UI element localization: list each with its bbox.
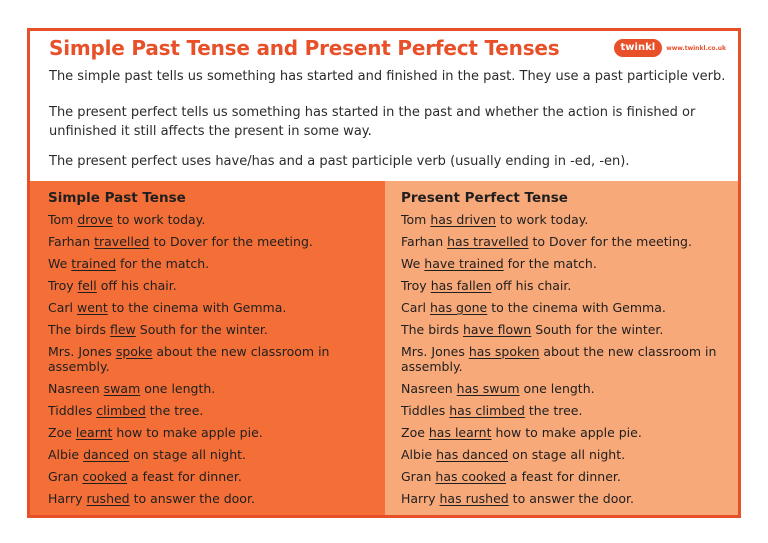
underlined-verb: has swum xyxy=(456,381,520,396)
sentence-rest: to work today. xyxy=(112,212,206,227)
underlined-verb: has fallen xyxy=(430,278,492,293)
sentence-subject: Gran xyxy=(48,469,83,484)
underlined-verb: cooked xyxy=(82,469,127,484)
sentence-row xyxy=(48,300,385,315)
logo-url: www.twinkl.co.uk xyxy=(666,44,726,52)
sentence-subject: Troy xyxy=(401,278,431,293)
sentence-subject: Tom xyxy=(48,212,78,227)
sentence-subject: Farhan xyxy=(48,234,95,249)
underlined-verb: fell xyxy=(77,278,97,293)
sentence-rest: the tree. xyxy=(145,403,204,418)
sentence-rest: South for the winter. xyxy=(135,322,268,337)
sentence-rest: to Dover for the meeting. xyxy=(528,234,692,249)
sentence-rest: to answer the door. xyxy=(508,491,635,506)
sentence-rest: for the match. xyxy=(503,256,597,271)
underlined-verb: flew xyxy=(109,322,136,337)
sentence-subject: Nasreen xyxy=(401,381,457,396)
sentence-rest: on stage all night. xyxy=(508,447,626,462)
sentence-rest: about the new classroom in assembly. xyxy=(401,344,717,374)
sentence-subject: Mrs. Jones xyxy=(401,344,469,359)
sentence-rest: to Dover for the meeting. xyxy=(149,234,313,249)
sentence-subject: Troy xyxy=(48,278,78,293)
logo-badge: twinkl xyxy=(614,39,663,57)
sentence-rest: off his chair. xyxy=(96,278,177,293)
sentence-row xyxy=(401,278,738,293)
underlined-verb: travelled xyxy=(94,234,150,249)
sentence-row xyxy=(401,344,738,374)
underlined-verb: climbed xyxy=(96,403,146,418)
sentence-subject: Carl xyxy=(401,300,430,315)
sentence-subject: Farhan xyxy=(401,234,448,249)
sentence-subject: Mrs. Jones xyxy=(48,344,116,359)
sentence-subject: Carl xyxy=(48,300,77,315)
twinkl-logo xyxy=(614,39,726,57)
sentence-rest: on stage all night. xyxy=(129,447,247,462)
sentence-rest: how to make apple pie. xyxy=(112,425,263,440)
simple-past-panel xyxy=(30,181,385,515)
intro-paragraph-1: The simple past tells us something has started and finished in the past. They use a past participle verb. xyxy=(49,69,726,84)
underlined-verb: have trained xyxy=(424,256,504,271)
sentence-row xyxy=(48,212,385,227)
underlined-verb: rushed xyxy=(86,491,130,506)
sentence-rest: one length. xyxy=(140,381,216,396)
underlined-verb: has climbed xyxy=(449,403,525,418)
sentence-subject: We xyxy=(401,256,425,271)
sentence-row xyxy=(48,234,385,249)
underlined-verb: has learnt xyxy=(428,425,492,440)
present-perfect-list xyxy=(401,212,738,506)
intro-paragraph-3: The present perfect uses have/has and a past participle verb (usually ending in -ed, -en). xyxy=(49,154,630,169)
present-perfect-heading: Present Perfect Tense xyxy=(401,190,568,206)
underlined-verb: has cooked xyxy=(435,469,507,484)
underlined-verb: trained xyxy=(71,256,117,271)
sentence-row xyxy=(48,447,385,462)
sentence-rest: South for the winter. xyxy=(531,322,664,337)
sentence-rest: a feast for dinner. xyxy=(126,469,242,484)
simple-past-list xyxy=(48,212,385,506)
sentence-row xyxy=(401,403,738,418)
sentence-subject: Zoe xyxy=(48,425,76,440)
simple-past-heading: Simple Past Tense xyxy=(48,190,186,206)
sentence-row xyxy=(401,425,738,440)
sentence-row xyxy=(48,491,385,506)
sentence-row xyxy=(401,322,738,337)
underlined-verb: has driven xyxy=(430,212,496,227)
sentence-rest: one length. xyxy=(519,381,595,396)
sentence-subject: Tiddles xyxy=(401,403,450,418)
sentence-subject: Zoe xyxy=(401,425,429,440)
sentence-row xyxy=(401,491,738,506)
sentence-rest: the tree. xyxy=(524,403,583,418)
sentence-row xyxy=(48,403,385,418)
sentence-subject: Tom xyxy=(401,212,431,227)
sentence-subject: Tiddles xyxy=(48,403,97,418)
sentence-row xyxy=(48,425,385,440)
underlined-verb: drove xyxy=(77,212,113,227)
underlined-verb: has rushed xyxy=(439,491,509,506)
underlined-verb: has danced xyxy=(436,447,509,462)
underlined-verb: has gone xyxy=(429,300,488,315)
sentence-row xyxy=(401,381,738,396)
sentence-row xyxy=(401,256,738,271)
sentence-rest: how to make apple pie. xyxy=(491,425,642,440)
sentence-row xyxy=(48,256,385,271)
sentence-rest: for the match. xyxy=(116,256,210,271)
sentence-row xyxy=(401,469,738,484)
sentence-subject: Nasreen xyxy=(48,381,104,396)
sentence-rest: about the new classroom in assembly. xyxy=(48,344,330,374)
underlined-verb: has travelled xyxy=(447,234,529,249)
sentence-rest: to the cinema with Gemma. xyxy=(107,300,287,315)
page-title: Simple Past Tense and Present Perfect Tenses xyxy=(49,36,560,60)
sentence-subject: Gran xyxy=(401,469,436,484)
sentence-row xyxy=(48,469,385,484)
sentence-rest: a feast for dinner. xyxy=(506,469,621,484)
underlined-verb: went xyxy=(76,300,108,315)
sentence-subject: We xyxy=(48,256,72,271)
sentence-row xyxy=(401,212,738,227)
sentence-row xyxy=(48,381,385,396)
underlined-verb: spoke xyxy=(115,344,153,359)
sentence-rest: off his chair. xyxy=(491,278,572,293)
sentence-subject: The birds xyxy=(48,322,110,337)
sentence-row xyxy=(401,234,738,249)
intro-paragraph-2: The present perfect tells us something has started in the past and whether the action is finished or unfinished it still affects the present in some way. xyxy=(49,105,696,139)
sentence-row xyxy=(48,344,385,374)
underlined-verb: learnt xyxy=(75,425,113,440)
sentence-row xyxy=(48,278,385,293)
sentence-subject: Albie xyxy=(48,447,84,462)
sentence-subject: Harry xyxy=(48,491,87,506)
underlined-verb: have flown xyxy=(462,322,532,337)
sentence-subject: The birds xyxy=(401,322,463,337)
underlined-verb: danced xyxy=(83,447,130,462)
present-perfect-panel xyxy=(385,181,738,515)
sentence-rest: to the cinema with Gemma. xyxy=(487,300,666,315)
underlined-verb: swam xyxy=(103,381,141,396)
sentence-rest: to answer the door. xyxy=(129,491,255,506)
sentence-subject: Harry xyxy=(401,491,440,506)
underlined-verb: has spoken xyxy=(468,344,540,359)
sentence-row xyxy=(401,300,738,315)
worksheet-frame xyxy=(27,28,741,518)
sentence-subject: Albie xyxy=(401,447,437,462)
sentence-row xyxy=(401,447,738,462)
sentence-rest: to work today. xyxy=(495,212,589,227)
sentence-row xyxy=(48,322,385,337)
